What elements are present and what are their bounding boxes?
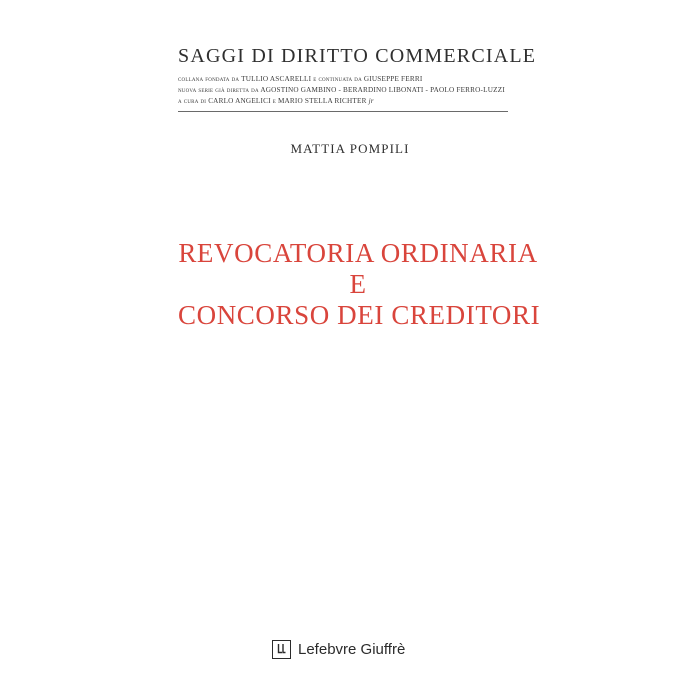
book-title-line-3: CONCORSO DEI CREDITORI [178,300,541,330]
series-founders-line [178,74,508,85]
series-title: SAGGI DI DIRITTO COMMERCIALE [178,45,537,67]
header-divider [178,111,508,112]
series-former-directors-line [178,85,508,96]
series-editor-name-1: CARLO ANGELICI [208,97,271,105]
series-editors-line [178,96,508,107]
series-continued-label: e continuata da [313,75,362,83]
series-header [178,44,537,107]
series-editors-label: a cura di [178,97,207,105]
series-founder-name: TULLIO ASCARELLI [241,75,312,83]
series-former-directors-names: AGOSTINO GAMBINO - BERARDINO LIBONATI - PAOLO FERRO-LUZZI [260,86,505,94]
series-founded-label: collana fondata da [178,75,240,83]
series-editor-name-2: MARIO STELLA RICHTER [277,97,367,105]
publisher-mark [272,637,405,661]
series-former-directors-label: nuova serie già diretta da [178,86,259,94]
publisher-name: Lefebvre Giuffrè [298,640,406,658]
book-title-line-2: E [349,269,367,299]
series-editors-conjunction: e [272,97,276,105]
author-name: MATTIA POMPILI [290,141,410,156]
series-continuer-name: GIUSEPPE FERRI [363,75,423,83]
book-title-line-1: REVOCATORIA ORDINARIA [178,238,538,268]
lefebvre-giuffre-logo-icon [272,640,291,659]
book-title [178,238,541,331]
series-editor-suffix: jr [368,97,374,105]
